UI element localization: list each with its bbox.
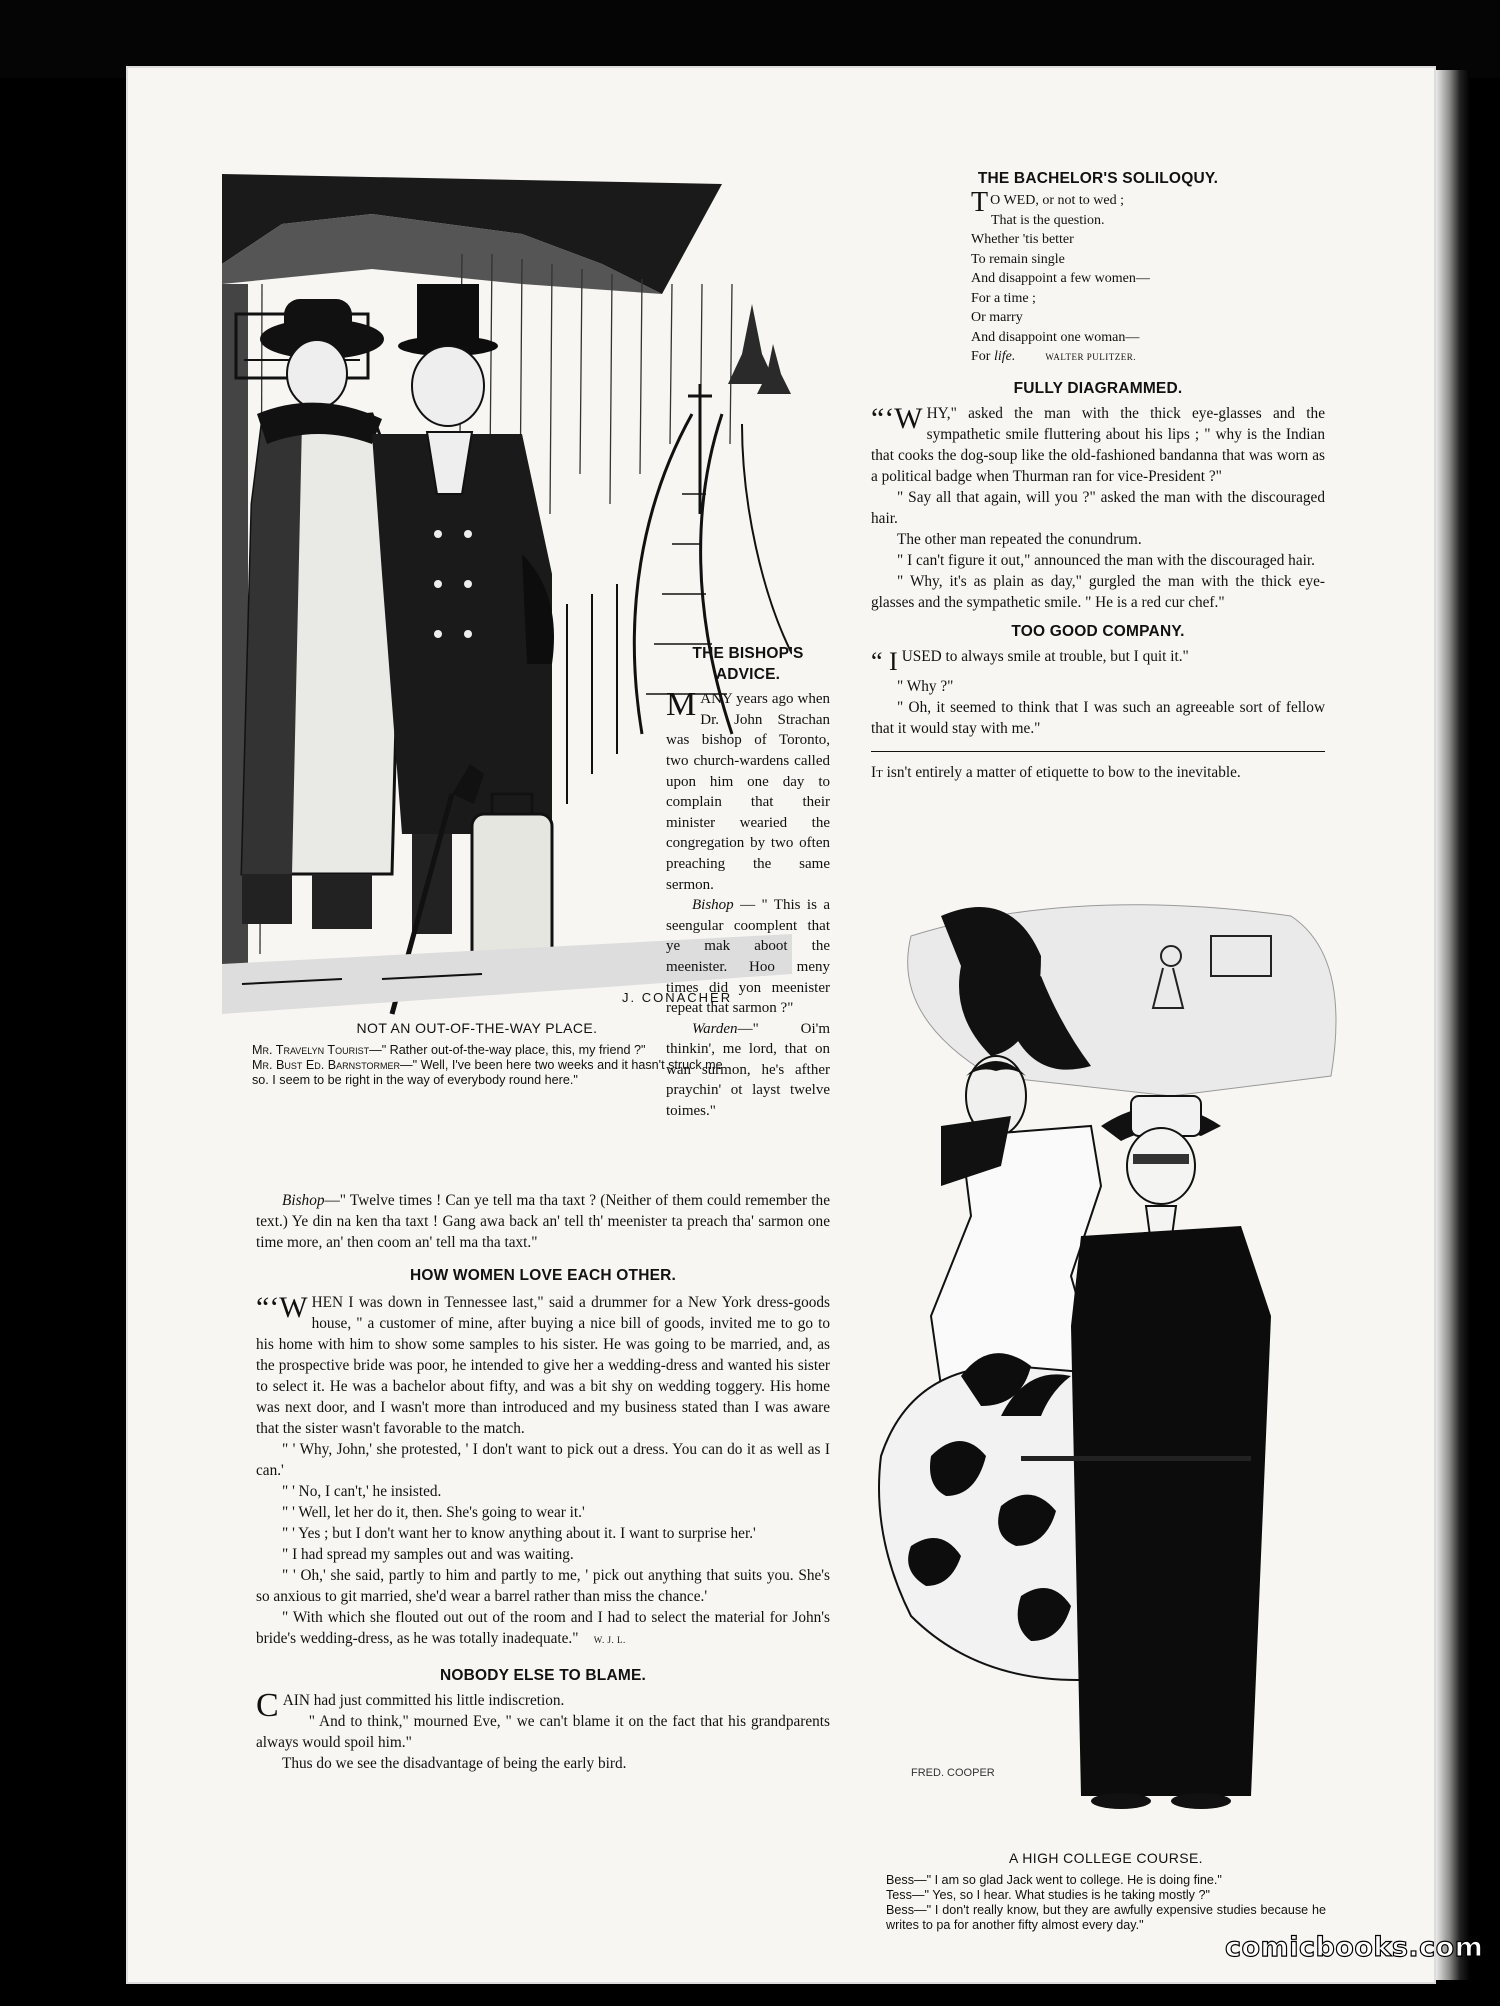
paragraph: " ' Well, let her do it, then. She's going to wear it.' <box>282 1504 585 1521</box>
paragraph: USED to always smile at trouble, but I quit it." <box>901 647 1189 665</box>
poem-line: Or marry <box>971 310 1023 325</box>
poem-line: Whether 'tis better <box>971 232 1074 247</box>
paragraph: isn't entirely a matter of etiquette to bow to the inevitable. <box>882 763 1241 781</box>
paragraph: " ' Why, John,' she protested, ' I don't want to pick out a dress. You can do it as well as I can.' <box>256 1441 830 1479</box>
poem-line: And disappoint a few women— <box>971 271 1150 286</box>
paragraph: " And to think," mourned Eve, " we can't blame it on the fact that his grandparents always would spoil him." <box>256 1713 830 1751</box>
caption-dialogue <box>886 1873 1326 1933</box>
poem-line: And disappoint one woman— <box>971 329 1140 345</box>
paragraph: " Say all that again, will you ?" asked the man with the discouraged hair. <box>871 488 1325 527</box>
lead-word: It <box>871 763 883 781</box>
paragraph: " ' Yes ; but I don't want her to know anything about it. I want to surprise her.' <box>282 1525 756 1542</box>
artist-signature: J. CONACHER <box>622 990 733 1005</box>
magazine-page <box>126 66 1436 1984</box>
artist-signature: FRED. COOPER <box>911 1767 995 1779</box>
article-title: FULLY DIAGRAMMED. <box>1013 379 1183 397</box>
college-caption <box>886 1848 1326 1933</box>
speaker-name: Bess <box>886 1903 914 1917</box>
poem-line: For a time ; <box>971 290 1036 306</box>
article-title-line2: ADVICE. <box>715 665 781 683</box>
author-initials: W. J. L. <box>593 1635 626 1645</box>
caption-dialogue <box>222 1043 732 1088</box>
article-title: THE BISHOP'S <box>692 645 804 662</box>
article-title: TOO GOOD COMPANY. <box>1011 622 1185 640</box>
paragraph: " ' Oh,' she said, partly to him and partly to me, ' pick out anything that suits you. She's so anxious to git married, she'd wear a barrel rather than miss the chance.' <box>256 1567 830 1605</box>
poem-line: For <box>971 349 994 364</box>
drop-cap: “‘W <box>871 401 923 435</box>
poem-bachelors-soliloquy <box>871 187 1325 368</box>
poem-line: That is the question. <box>991 212 1105 228</box>
caption-title: A HIGH COLLEGE COURSE. <box>1009 1850 1203 1866</box>
right-column-articles <box>871 168 1325 783</box>
paragraph: " ' No, I can't,' he insisted. <box>282 1483 442 1500</box>
paragraph: Thus do we see the disadvantage of being the early bird. <box>282 1755 627 1772</box>
divider <box>871 751 1325 752</box>
paragraph: HY," asked the man with the thick eye-glasses and the sympathetic smile fluttering about his lips ; " why is the Indian that cooks the dog-soup like the old-fashioned bandanna that was worn as a political badge when Thurman ran for vice-President ?" <box>871 404 1325 485</box>
paragraph: The other man repeated the conundrum. <box>897 530 1142 548</box>
cartoon-college-couple <box>871 896 1341 1826</box>
caption-line: —" I am so glad Jack went to college. He is doing fine." <box>914 1873 1222 1887</box>
caption-line: —" I don't really know, but they are awfully expensive studies because he writes to pa for another fifty almost every day." <box>886 1903 1326 1932</box>
paragraph: —" Twelve times ! Can ye tell ma tha taxt ? (Neither of them could remember the text.) Ye din na ken tha taxt ! Gang awa back an' tell th' meenister ta preach tha' sarmon one time more, an' then coom an' tell ma tha taxt." <box>256 1192 830 1251</box>
drop-cap: “ I <box>871 646 898 676</box>
drop-cap: T <box>971 187 989 218</box>
drop-cap: C <box>256 1687 279 1724</box>
site-watermark: comicbooks.com <box>1225 1932 1484 1963</box>
paragraph: ANY years ago when Dr. John Strachan was bishop of Toronto, two church-wardens called upon him one day to complain that their minister wearied the congregation by two often preaching the same sermon. <box>666 691 830 893</box>
caption-title: NOT AN OUT-OF-THE-WAY PLACE. <box>356 1020 598 1036</box>
speaker-name: Bess <box>886 1873 914 1887</box>
drop-cap: M <box>666 686 697 724</box>
paragraph: —" Oi'm thinkin', me lord, that on wan surmon, he's afther praychin' ot layst twelve toimes." <box>666 1020 830 1120</box>
caption-line: —" Rather out-of-the-way place, this, my friend ?" <box>369 1043 646 1057</box>
paragraph: " Oh, it seemed to think that I was such an agreeable sort of fellow that it would stay with me." <box>871 698 1325 737</box>
paragraph: " Why, it's as plain as day," gurgled the man with the thick eye-glasses and the sympathetic smile. " He is a red cur chef." <box>871 572 1325 611</box>
speaker-name: Tess <box>886 1888 912 1902</box>
poem-line: O WED, or not to wed ; <box>990 193 1124 208</box>
left-column-articles <box>256 1190 830 1774</box>
paragraph: AIN had just committed his little indiscretion. <box>282 1692 565 1709</box>
article-title: THE BACHELOR'S SOLILOQUY. <box>977 170 1219 187</box>
paragraph: " I had spread my samples out and was waiting. <box>282 1546 574 1563</box>
speaker-name: Bishop <box>282 1192 325 1209</box>
cartoon-caption <box>222 1018 732 1088</box>
article-title: HOW WOMEN LOVE EACH OTHER. <box>409 1267 677 1284</box>
figure-tourist <box>242 299 402 929</box>
article-bishops-advice <box>666 644 830 1122</box>
author-name: WALTER PULITZER. <box>1045 352 1137 362</box>
speaker-name: Warden <box>692 1020 738 1037</box>
drop-cap: “‘W <box>256 1291 308 1324</box>
caption-line: —" Yes, so I hear. What studies is he taking mostly ?" <box>911 1888 1210 1902</box>
paragraph: — " This is a seengular coomplent that ye mak aboot the meenister. Hoo meny times did yon meenister repeat that sarmon ?" <box>666 897 830 1017</box>
speaker-name: Mr. Travelyn Tourist <box>252 1043 370 1057</box>
poem-line: To remain single <box>971 251 1065 267</box>
paragraph: " With which she flouted out out of the room and I had to select the material for John's bride's wedding-dress, as he was totally inadequate." <box>256 1609 830 1647</box>
poem-line-italic: life. <box>993 349 1016 364</box>
paragraph: " Why ?" <box>897 677 954 695</box>
speaker-name: Mr. Bust Ed. Barnstormer <box>252 1058 401 1072</box>
paragraph: HEN I was down in Tennessee last," said a drummer for a New York dress-goods house, " a customer of mine, after buying a nice bill of goods, invited me to go to his home with him to show some samples to his sister. He was going to be married, and, as the prospective bride was poor, he intended to give her a wedding-dress and wanted his sister to select it. He was a bachelor about fifty, and was a bit shy on wedding toggery. His home was next door, and I wasn't more than introduced and my business stated than I was aware that the sister wasn't favorable to the match. <box>256 1294 830 1437</box>
article-title: NOBODY ELSE TO BLAME. <box>439 1667 646 1684</box>
caption-line: —" Well, I've been here two weeks and it hasn't struck me so. I seem to be right in the way of everybody round here." <box>252 1058 723 1087</box>
speaker-name: Bishop <box>692 897 734 914</box>
page-edge <box>1436 70 1470 1980</box>
paragraph: " I can't figure it out," announced the man with the discouraged hair. <box>897 551 1315 569</box>
